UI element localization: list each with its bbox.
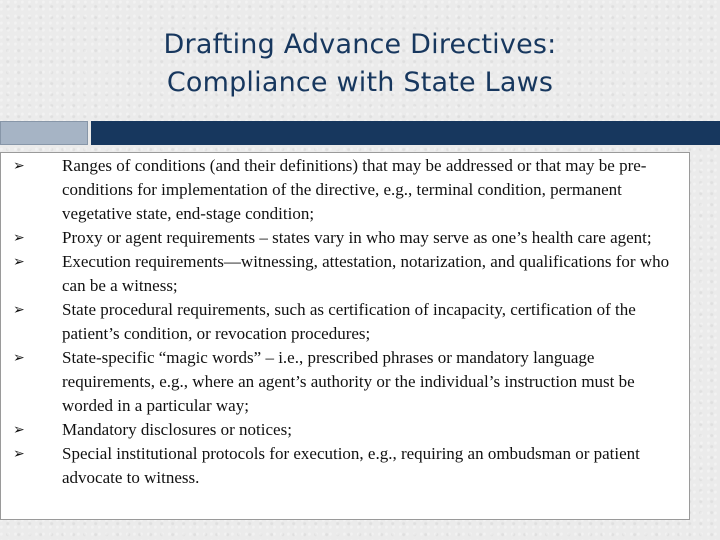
list-item-text: Special institutional protocols for execution, e.g., requiring an ombudsman or patient advocate to witness. bbox=[62, 444, 640, 487]
bullet-list bbox=[1, 154, 691, 490]
slide-title-line-1: Drafting Advance Directives: bbox=[163, 29, 557, 60]
arrowhead-bullet-icon: ➢ bbox=[13, 254, 25, 270]
divider-dark-segment bbox=[91, 121, 720, 145]
arrowhead-bullet-icon: ➢ bbox=[13, 446, 25, 462]
arrowhead-bullet-icon: ➢ bbox=[13, 422, 25, 438]
arrowhead-bullet-icon: ➢ bbox=[13, 302, 25, 318]
divider-light-segment bbox=[0, 121, 88, 145]
content-box bbox=[0, 152, 690, 520]
list-item bbox=[1, 226, 691, 250]
list-item bbox=[1, 418, 691, 442]
list-item-text: State procedural requirements, such as certification of incapacity, certification of the patient’s condition, or revocation procedures; bbox=[62, 300, 636, 343]
list-item-text: Execution requirements—witnessing, attestation, notarization, and qualifications for who can be a witness; bbox=[62, 252, 670, 295]
list-item bbox=[1, 154, 691, 226]
list-item-text: State-specific “magic words” – i.e., prescribed phrases or mandatory language requirements, e.g., where an agent’s authority or the individual’s instruction must be worded in a particular way; bbox=[62, 348, 635, 415]
slide-title-line-2: Compliance with State Laws bbox=[166, 67, 554, 98]
title-divider-bar bbox=[0, 121, 720, 145]
list-item-text: Ranges of conditions (and their definitions) that may be addressed or that may be pre-conditions for implementation of the directive, e.g., terminal condition, permanent vegetative state, end-stage condition; bbox=[62, 156, 647, 223]
slide-title bbox=[0, 26, 720, 102]
arrowhead-bullet-icon: ➢ bbox=[13, 230, 25, 246]
list-item bbox=[1, 442, 691, 490]
list-item bbox=[1, 346, 691, 418]
list-item bbox=[1, 298, 691, 346]
arrowhead-bullet-icon: ➢ bbox=[13, 350, 25, 366]
list-item-text: Mandatory disclosures or notices; bbox=[62, 420, 292, 439]
list-item bbox=[1, 250, 691, 298]
list-item-text: Proxy or agent requirements – states vary in who may serve as one’s health care agent; bbox=[62, 228, 652, 247]
arrowhead-bullet-icon: ➢ bbox=[13, 158, 25, 174]
